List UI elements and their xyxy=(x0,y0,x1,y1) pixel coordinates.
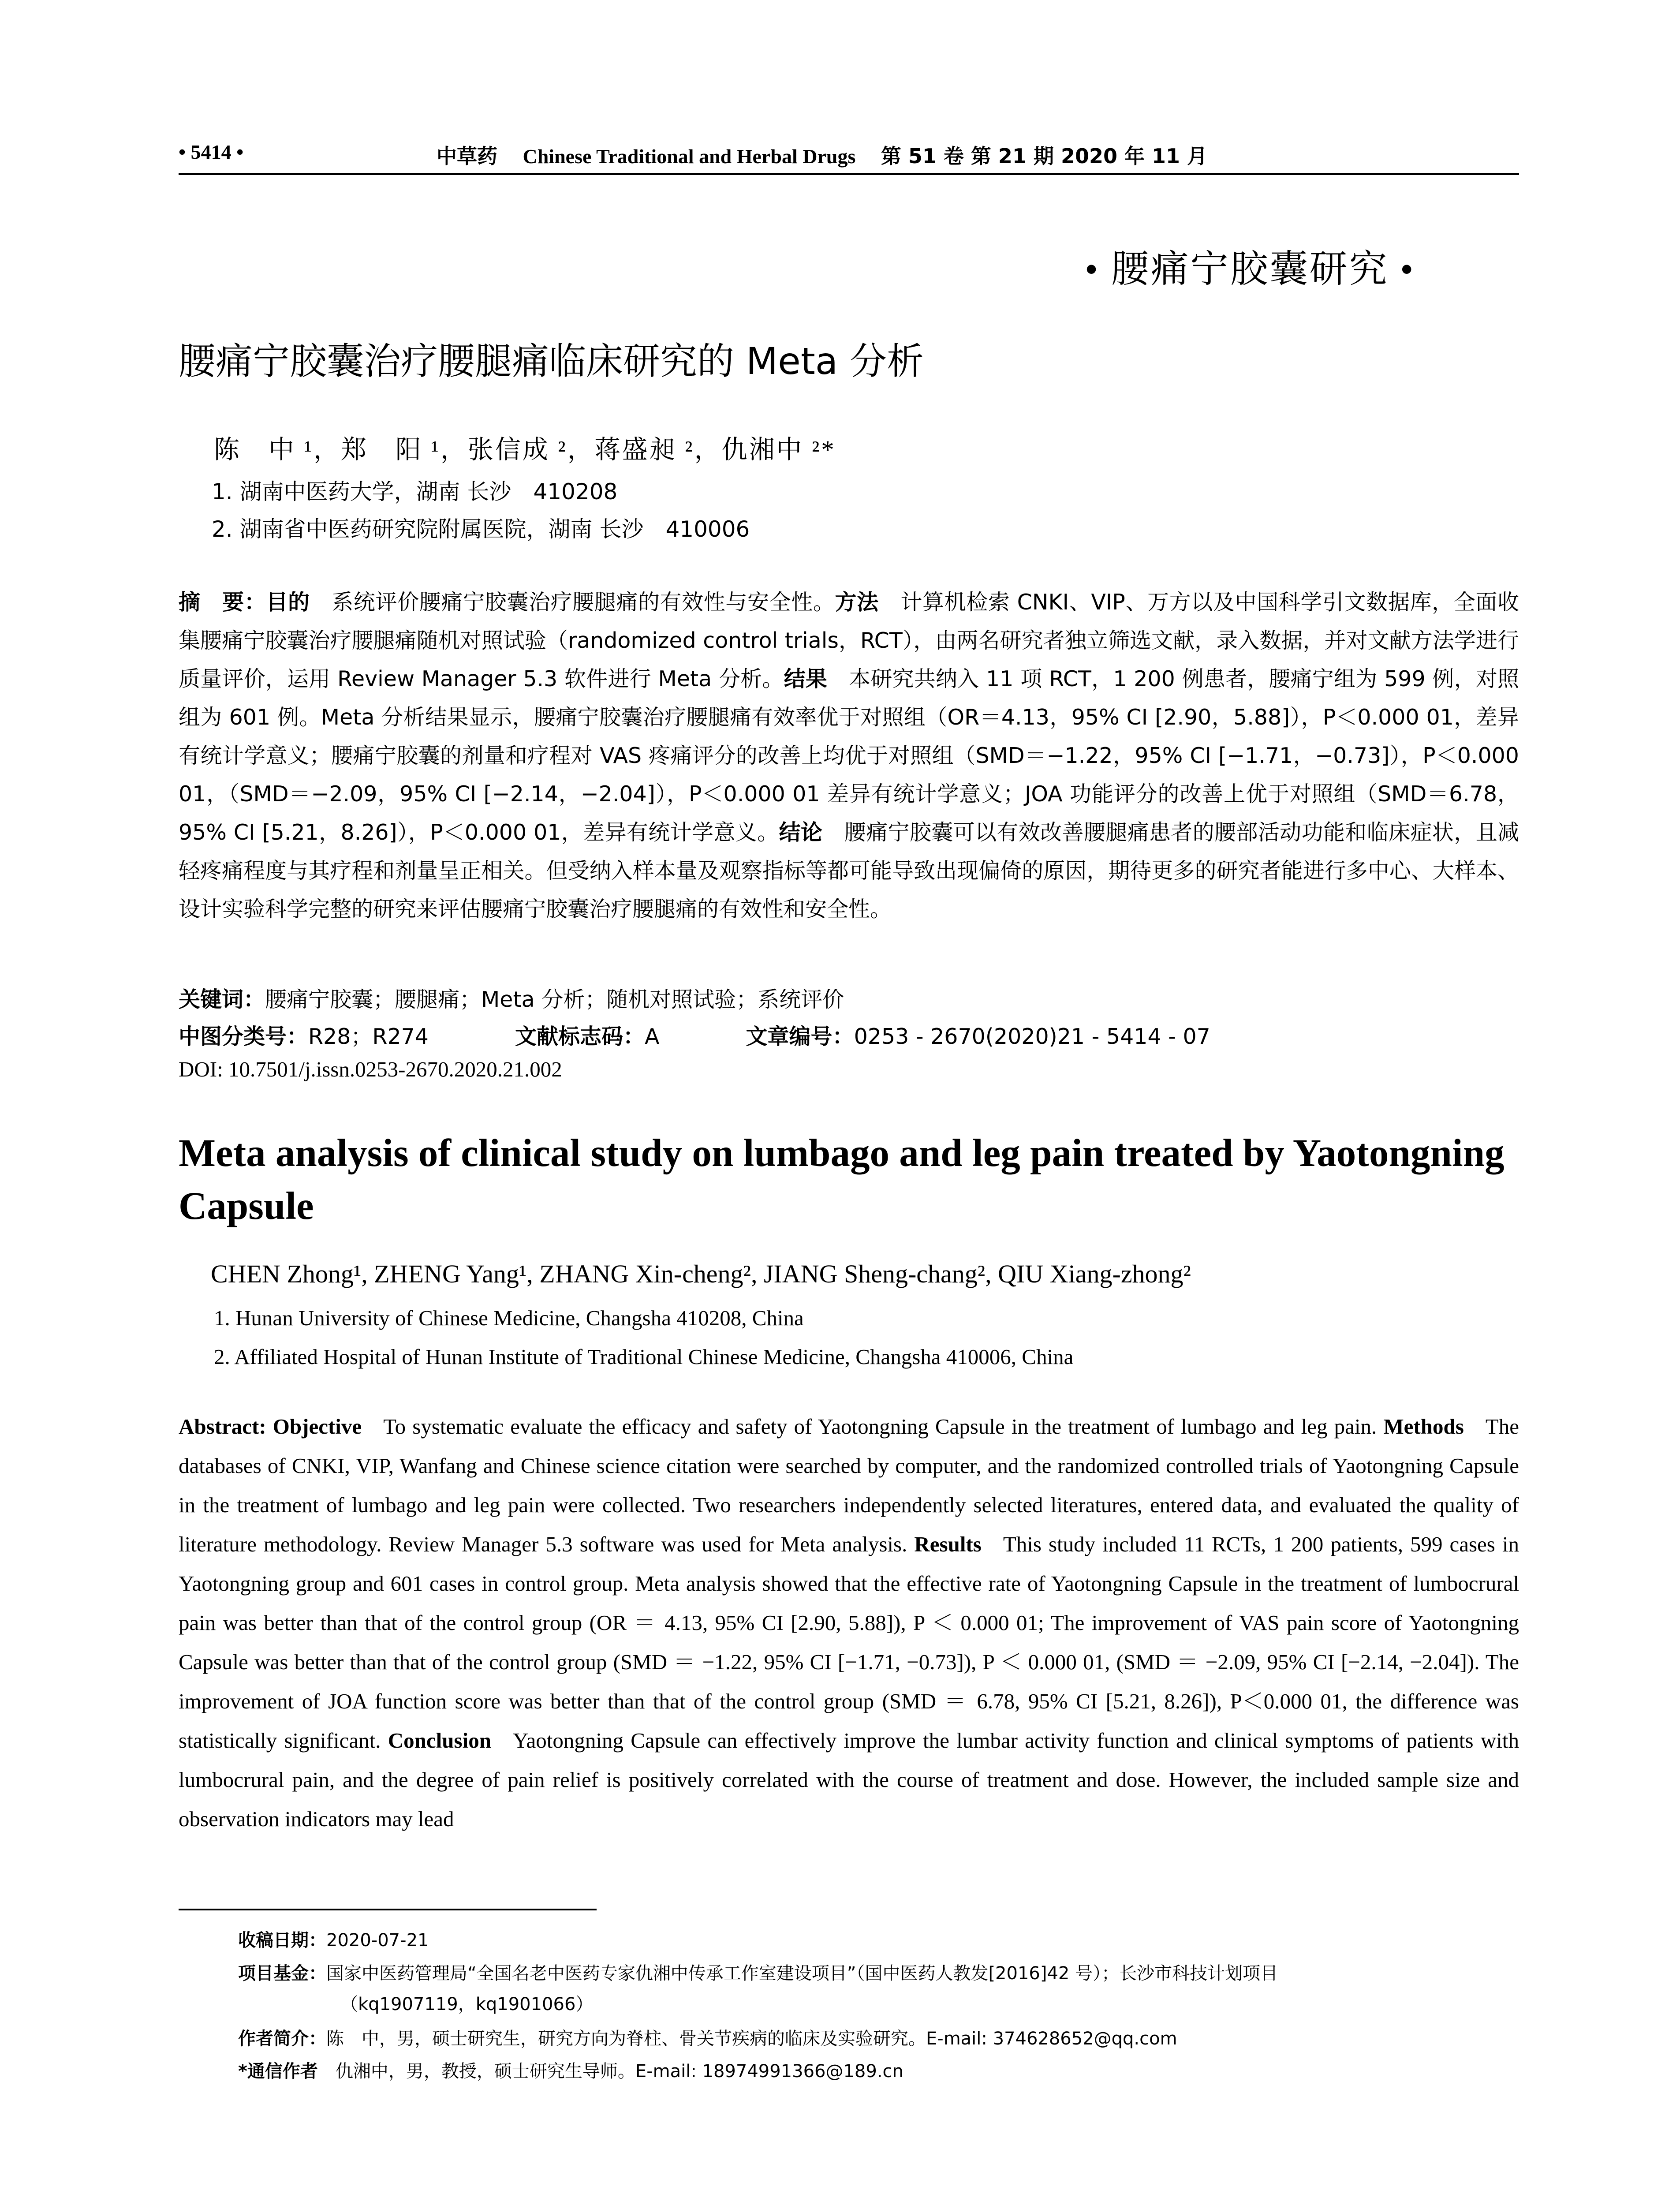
results-label-en: Results xyxy=(914,1532,982,1556)
footnote-author xyxy=(238,2023,1499,2054)
results-text-en: This study included 11 RCTs, 1 200 patients, 599 cases in Yaotongning group and 601 cases in control group. Meta analysis showed that the effective rate of Yaotongning Capsule in the treatment of lumbocrural pain was better than that of the control group (OR ＝ 4.13, 95% CI [2.90, 5.88]), P ＜ 0.000 01; The improvement of VAS pain score of Yaotongning Capsule was better than that of the control group (SMD ＝ −1.22, 95% CI [−1.71, −0.73]), P ＜ 0.000 01, (SMD ＝ −2.09, 95% CI [−2.14, −2.04]). The improvement of JOA function score was better than that of the control group (SMD ＝ 6.78, 95% CI [5.21, 8.26]), P＜0.000 01, the difference was statistically significant. xyxy=(179,1532,1519,1753)
conclusion-label-cn: 结论 xyxy=(779,820,823,845)
column-label: • 腰痛宁胶囊研究 • xyxy=(1085,248,1415,290)
chinese-affiliation-2: 2. 湖南省中医药研究院附属医院，湖南 长沙 410006 xyxy=(212,516,750,542)
author-bio-label: 作者简介： xyxy=(238,2029,326,2049)
methods-text-cn: 计算机检索 CNKI、VIP、万方以及中国科学引文数据库，全面收集腰痛宁胶囊治疗腰腿痛随机对照试验（randomized control trials，RCT），由两名研究者独立筛选文献，录入数据，并对文献方法学进行质量评价，运用 Review Manager 5.3 软件进行 Meta 分析。 xyxy=(179,590,1519,691)
doi: DOI: 10.7501/j.issn.0253-2670.2020.21.002 xyxy=(179,1057,562,1081)
fund-text-line2: （kq1907119，kq1901066） xyxy=(340,1994,594,2014)
journal-name-en: Chinese Traditional and Herbal Drugs xyxy=(523,145,856,168)
footnote-rule xyxy=(179,1909,597,1910)
methods-label-en: Methods xyxy=(1383,1414,1464,1439)
received-date: 2020-07-21 xyxy=(326,1930,429,1951)
header-rule xyxy=(179,173,1519,175)
abstract-label-cn: 摘 要： xyxy=(179,590,266,615)
chinese-authors: 陈 中 ¹，郑 阳 ¹，张信成 ²，蒋盛昶 ²，仇湘中 ²* xyxy=(214,435,836,464)
keywords-line xyxy=(179,983,844,1013)
english-title: Meta analysis of clinical study on lumbago and leg pain treated by Yaotongning Capsule xyxy=(179,1132,1505,1228)
english-authors: CHEN Zhong¹, ZHENG Yang¹, ZHANG Xin-cheng², JIANG Sheng-chang², QIU Xiang-zhong² xyxy=(211,1259,1191,1288)
results-text-cn: 本研究共纳入 11 项 RCT，1 200 例患者，腰痛宁组为 599 例，对照组为 601 例。Meta 分析结果显示，腰痛宁胶囊治疗腰腿痛有效率优于对照组（OR＝4.13，95% CI [2.90，5.88]），P＜0.000 01，差异有统计学意义；腰痛宁胶囊的剂量和疗程对 VAS 疼痛评分的改善上均优于对照组（SMD＝−1.22，95% CI [−1.71，−0.73]），P＜0.000 01，（SMD＝−2.09，95% CI [−2.14，−2.04]），P＜0.000 01 差异有统计学意义；JOA 功能评分的改善上优于对照组（SMD＝6.78，95% CI [5.21，8.26]），P＜0.000 01，差异有统计学意义。 xyxy=(179,666,1519,845)
methods-label-cn: 方法 xyxy=(835,590,879,615)
english-affiliation-2: 2. Affiliated Hospital of Hunan Institute of Traditional Chinese Medicine, Changsha 410006, China xyxy=(214,1345,1074,1369)
english-affiliation-1: 1. Hunan University of Chinese Medicine, Changsha 410208, China xyxy=(214,1306,804,1330)
corresponding-label: *通信作者 xyxy=(238,2061,318,2082)
article-number-label: 文章编号： xyxy=(746,1024,854,1049)
results-label-cn: 结果 xyxy=(784,666,827,691)
article-number-value: 0253 - 2670(2020)21 - 5414 - 07 xyxy=(854,1024,1210,1049)
doc-code-value: A xyxy=(645,1024,660,1049)
objective-label-cn: 目的 xyxy=(266,590,310,615)
received-label: 收稿日期： xyxy=(238,1930,326,1951)
fund-label: 项目基金： xyxy=(238,1963,326,1984)
page-number: • 5414 • xyxy=(179,141,244,163)
keywords-text: 腰痛宁胶囊；腰腿痛；Meta 分析；随机对照试验；系统评价 xyxy=(265,987,844,1012)
doc-code-label: 文献标志码： xyxy=(515,1024,645,1049)
conclusion-label-en: Conclusion xyxy=(388,1728,491,1753)
corresponding-text: 仇湘中，男，教授，硕士研究生导师。E-mail: 18974991366@189.cn xyxy=(335,2061,903,2082)
journal-name-cn: 中草药 xyxy=(437,144,497,168)
clc-label: 中图分类号： xyxy=(179,1024,309,1049)
abstract-label-en: Abstract: Objective xyxy=(179,1414,362,1439)
objective-text-cn: 系统评价腰痛宁胶囊治疗腰腿痛的有效性与安全性。 xyxy=(331,590,835,615)
classification-line xyxy=(179,1020,1210,1050)
english-abstract xyxy=(179,1407,1519,1839)
conclusion-text-cn: 腰痛宁胶囊可以有效改善腰腿痛患者的腰部活动功能和临床症状，且减轻疼痛程度与其疗程和剂量呈正相关。但受纳入样本量及观察指标等都可能导致出现偏倚的原因，期待更多的研究者能进行多中心、大样本、设计实验科学完整的研究来评估腰痛宁胶囊治疗腰腿痛的有效性和安全性。 xyxy=(179,820,1519,922)
author-bio-text: 陈 中，男，硕士研究生，研究方向为脊柱、骨关节疾病的临床及实验研究。E-mail: 374628652@qq.com xyxy=(326,2029,1177,2049)
footnote-fund xyxy=(238,1958,1499,2020)
fund-text: 国家中医药管理局“全国名老中医药专家仇湘中传承工作室建设项目”（国中医药人教发[2016]42 号）；长沙市科技计划项目 xyxy=(326,1963,1278,1984)
footnote-received xyxy=(238,1925,1499,1956)
chinese-title: 腰痛宁胶囊治疗腰腿痛临床研究的 Meta 分析 xyxy=(179,340,924,383)
footnote-corresponding xyxy=(238,2056,1499,2087)
methods-text-en: The databases of CNKI, VIP, Wanfang and Chinese science citation were searched by computer, and the randomized controlled trials of Yaotongning Capsule in the treatment of lumbago and leg pain were collected. Two researchers independently selected literatures, entered data, and evaluated the quality of literature methodology. Review Manager 5.3 software was used for Meta analysis. xyxy=(179,1414,1519,1556)
journal-header xyxy=(437,140,1207,169)
keywords-label: 关键词： xyxy=(179,987,265,1012)
objective-text-en: To systematic evaluate the efficacy and safety of Yaotongning Capsule in the treatment of lumbago and leg pain. xyxy=(383,1414,1377,1439)
chinese-abstract xyxy=(179,583,1519,928)
journal-issue: 第 51 卷 第 21 期 2020 年 11 月 xyxy=(881,144,1208,168)
clc-value: R28；R274 xyxy=(308,1024,429,1049)
conclusion-text-en: Yaotongning Capsule can effectively improve the lumbar activity function and clinical symptoms of patients with lumbocrural pain, and the degree of pain relief is positively correlated with the course of treatment and dose. However, the included sample size and observation indicators may lead xyxy=(179,1728,1519,1831)
chinese-affiliation-1: 1. 湖南中医药大学，湖南 长沙 410208 xyxy=(212,479,618,505)
